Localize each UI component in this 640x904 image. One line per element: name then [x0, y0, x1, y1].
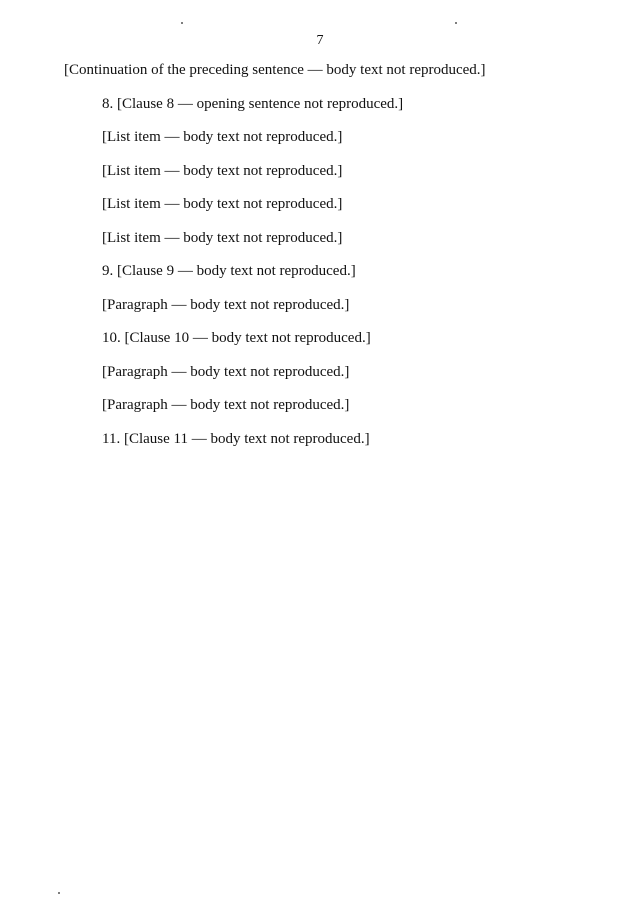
list-item: [List item — body text not reproduced.] — [102, 229, 343, 246]
scan-mark — [181, 22, 183, 24]
paragraph-clause-8: 8. [Clause 8 — opening sentence not reproduced.] — [102, 95, 404, 112]
scan-mark — [58, 892, 60, 894]
paragraph: [Paragraph — body text not reproduced.] — [102, 397, 350, 413]
list-item: [List item — body text not reproduced.] — [102, 129, 343, 145]
scan-mark — [455, 22, 457, 24]
paragraph-clause-10: 10. [Clause 10 — body text not reproduced.] — [102, 330, 371, 346]
page-number: 7 — [316, 33, 324, 48]
paragraph: [Continuation of the preceding sentence — body text not reproduced.] — [64, 62, 486, 78]
list-item: [List item — body text not reproduced.] — [102, 162, 343, 179]
document-body — [64, 58, 594, 460]
paragraph: [Paragraph — body text not reproduced.] — [102, 296, 350, 313]
paragraph-clause-11: 11. [Clause 11 — body text not reproduced.] — [102, 430, 370, 447]
list-item: [List item — body text not reproduced.] — [102, 196, 343, 212]
paragraph-clause-9: 9. [Clause 9 — body text not reproduced.] — [102, 263, 356, 279]
paragraph: [Paragraph — body text not reproduced.] — [102, 363, 350, 380]
